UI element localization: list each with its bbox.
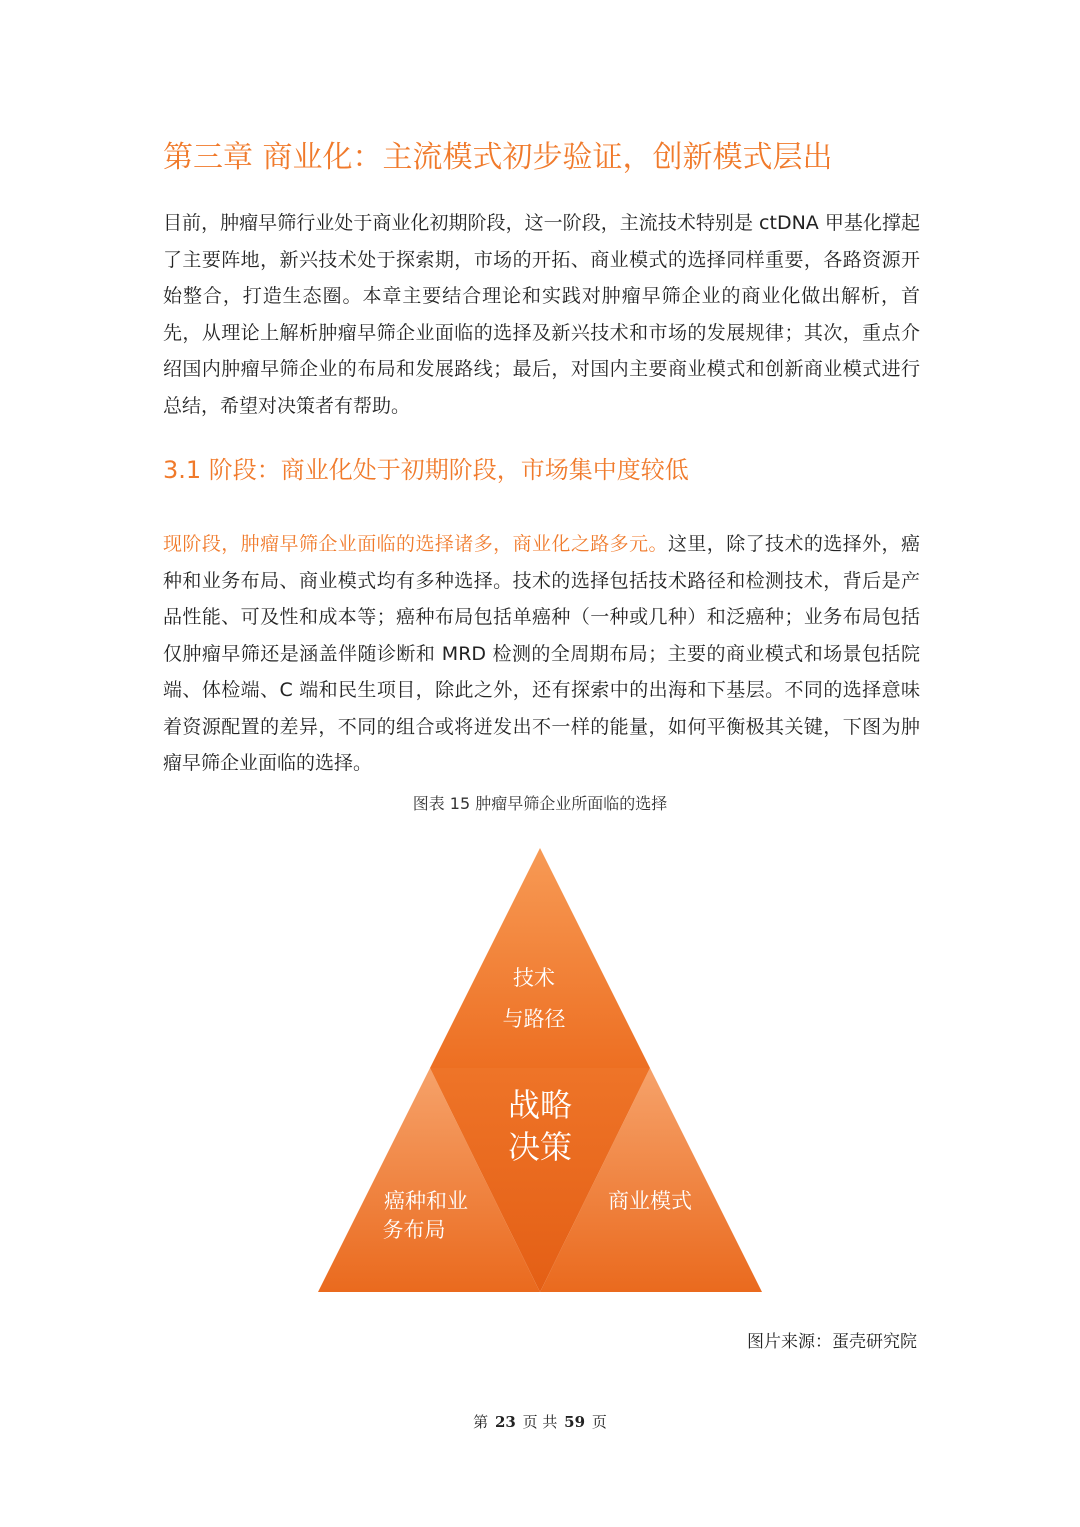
top-label-line2: 与路径 bbox=[502, 1007, 566, 1031]
image-source: 图片来源：蛋壳研究院 bbox=[747, 1332, 917, 1352]
center-label-line2: 决策 bbox=[507, 1128, 573, 1166]
left-label-line2: 务布局 bbox=[382, 1218, 446, 1242]
top-label-line1: 技术 bbox=[513, 966, 555, 990]
triangle-svg bbox=[310, 840, 770, 1300]
section-title: 3.1 阶段：商业化处于初期阶段，市场集中度较低 bbox=[163, 456, 689, 484]
page-footer bbox=[0, 1411, 1080, 1433]
right-label: 商业模式 bbox=[608, 1189, 692, 1213]
top-triangle bbox=[430, 848, 650, 1068]
total-pages-number: 59 bbox=[564, 1413, 586, 1431]
left-label-line1: 癌种和业 bbox=[384, 1189, 468, 1213]
figure-caption: 图表 15 肿瘤早筛企业所面临的选择 bbox=[412, 794, 668, 813]
center-label-line1: 战略 bbox=[507, 1086, 573, 1124]
chapter-title: 第三章 商业化：主流模式初步验证，创新模式层出 bbox=[163, 140, 833, 175]
section-paragraph bbox=[163, 526, 920, 782]
footer-prefix: 第 bbox=[473, 1413, 489, 1431]
highlighted-sentence: 现阶段，肿瘤早筛企业面临的选择诸多，商业化之路多元。 bbox=[163, 533, 668, 555]
intro-paragraph: 目前，肿瘤早筛行业处于商业化初期阶段，这一阶段，主流技术特别是 ctDNA 甲基化撑起了主要阵地，新兴技术处于探索期，市场的开拓、商业模式的选择同样重要，各路资源开始整合，打造生态圈。本章主要结合理论和实践对肿瘤早筛企业的商业化做出解析，首先，从理论上解析肿瘤早筛企业面临的选择及新兴技术和市场的发展规律；其次，重点介绍国内肿瘤早筛企业的布局和发展路线；最后，对国内主要商业模式和创新商业模式进行总结，希望对决策者有帮助。 bbox=[163, 212, 920, 417]
footer-suffix: 页 bbox=[591, 1413, 607, 1431]
strategy-triangle-diagram bbox=[310, 840, 770, 1300]
footer-middle: 页 共 bbox=[522, 1413, 558, 1431]
current-page-number: 23 bbox=[494, 1413, 516, 1431]
paragraph-body: 这里，除了技术的选择外，癌种和业务布局、商业模式均有多种选择。技术的选择包括技术路径和检测技术，背后是产品性能、可及性和成本等；癌种布局包括单癌种（一种或几种）和泛癌种；业务布局包括仅肿瘤早筛还是涵盖伴随诊断和 MRD 检测的全周期布局；主要的商业模式和场景包括院端、体检端、C 端和民生项目，除此之外，还有探索中的出海和下基层。不同的选择意味着资源配置的差异，不同的组合或将迸发出不一样的能量，如何平衡极其关键，下图为肿瘤早筛企业面临的选择。 bbox=[163, 533, 920, 774]
